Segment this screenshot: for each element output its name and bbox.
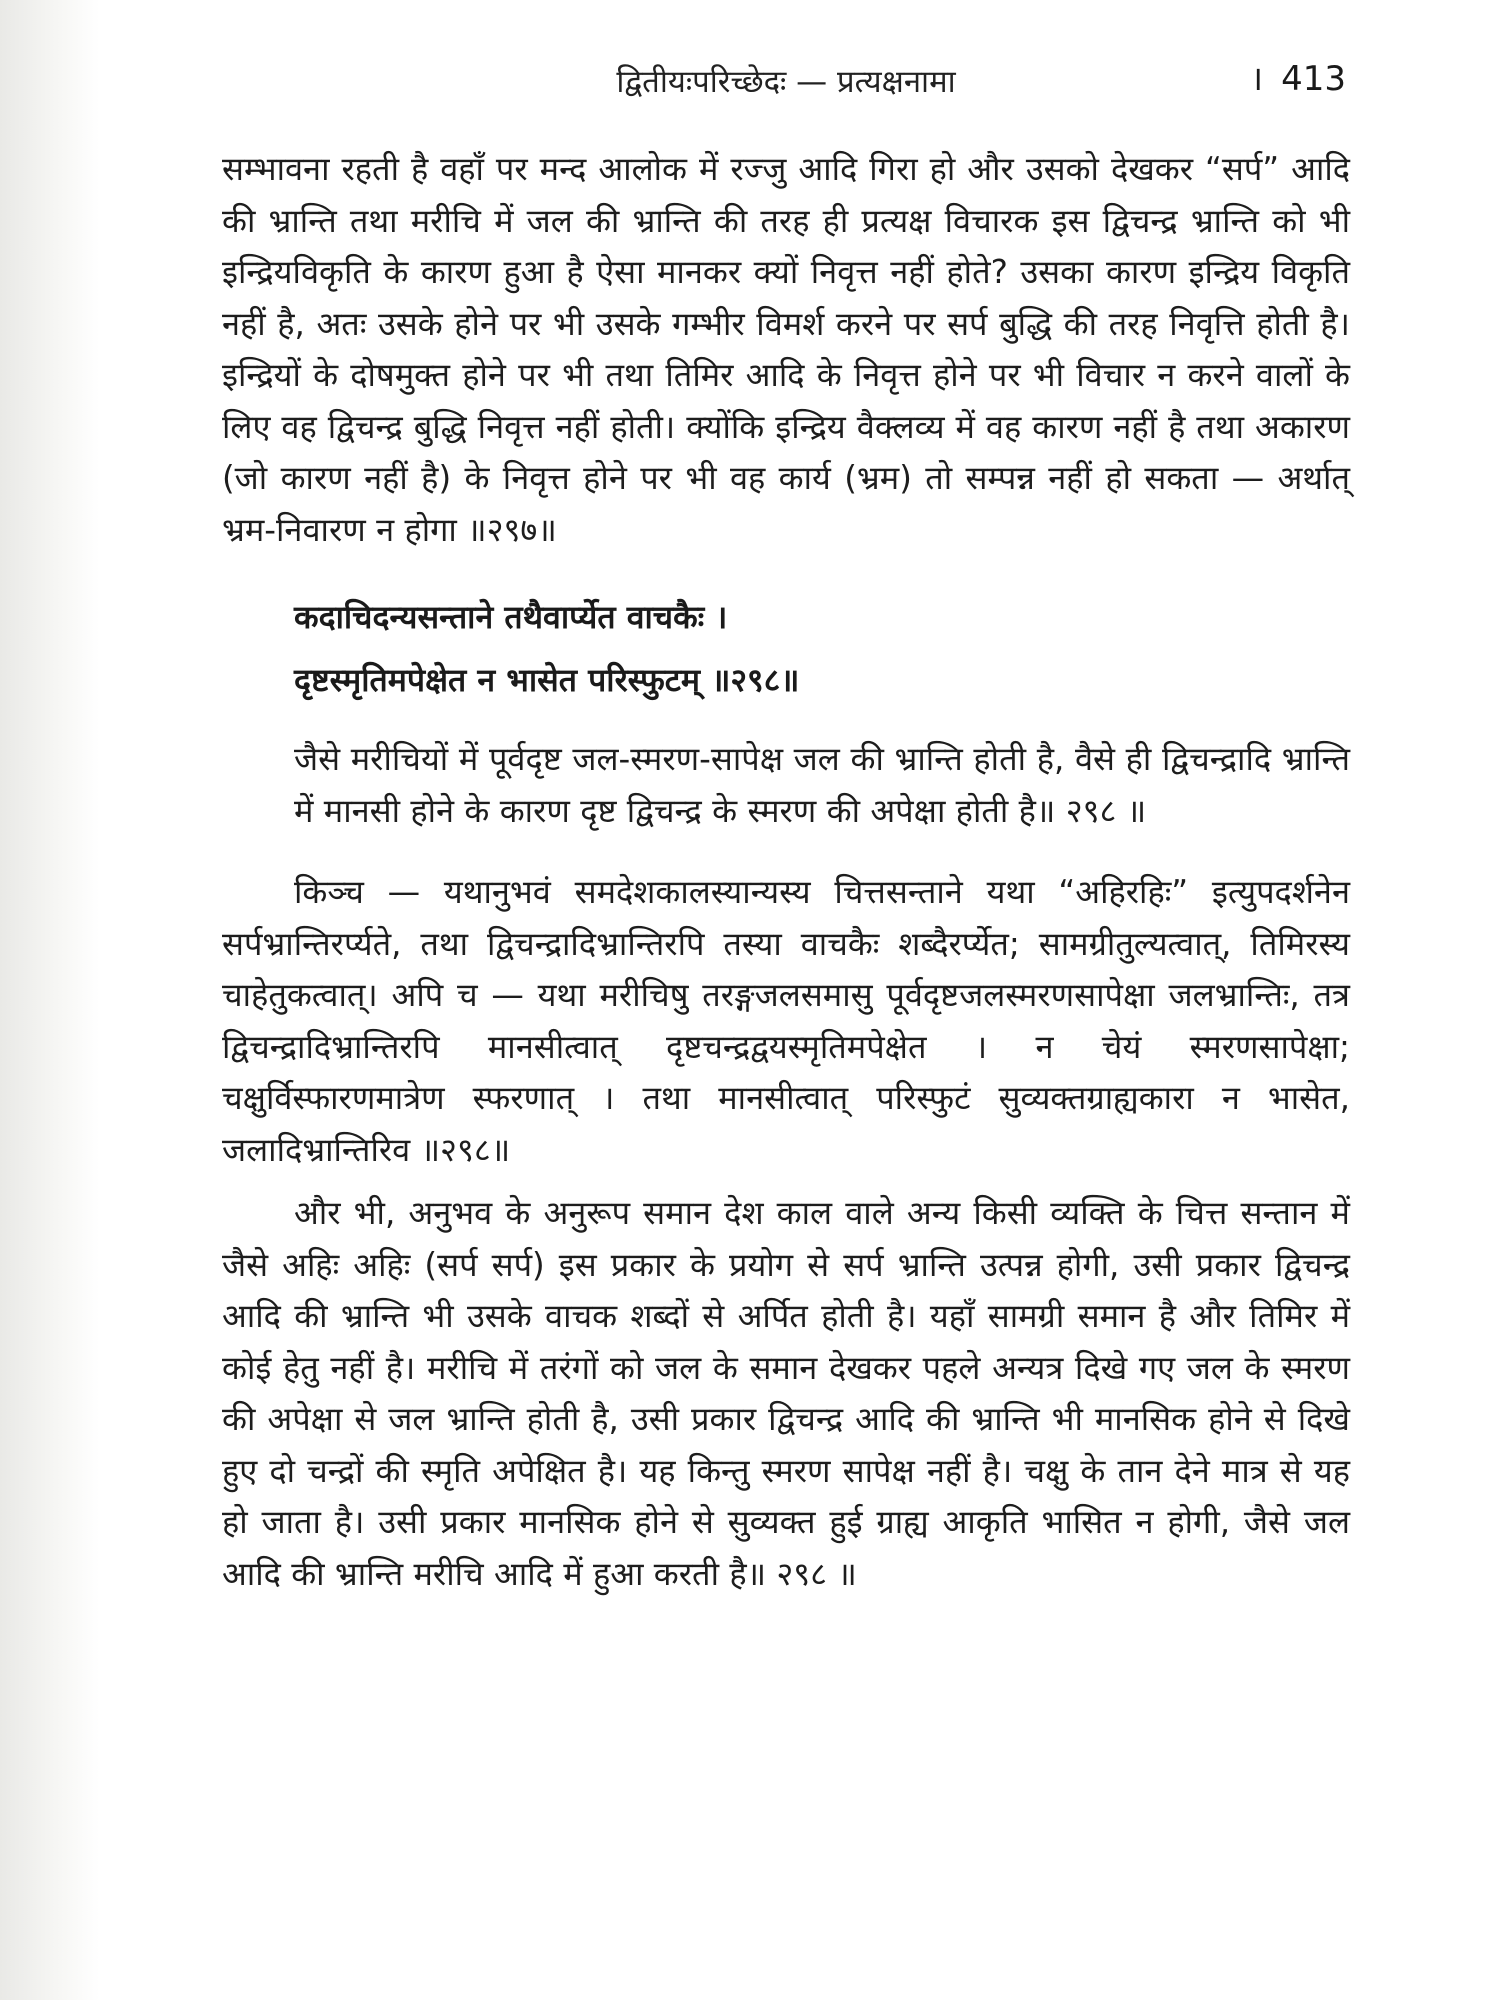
running-head: द्वितीयःपरिच्छेदः — प्रत्यक्षनामा	[616, 64, 956, 100]
verse-hindi-gloss: जैसे मरीचियों में पूर्वदृष्ट जल-स्मरण-सापेक्ष जल की भ्रान्ति होती है, वैसे ही द्विचन्द्रादि भ्रान्ति में मानसी होने के कारण दृष्ट द्विचन्द्र के स्मरण की अपेक्षा होती है॥ २९८ ॥	[294, 740, 1350, 830]
header-separator: ।	[1250, 59, 1264, 99]
sanskrit-commentary: किञ्च — यथानुभवं समदेशकालस्यान्यस्य चित्तसन्ताने यथा “अहिरहिः” इत्युपदर्शनेन सर्पभ्रान्तिरर्प्यते, तथा द्विचन्द्रादिभ्रान्तिरपि तस्या वाचकैः शब्दैरर्प्येत; सामग्रीतुल्यत्वात्, तिमिरस्य चाहेतुकत्वात्। अपि च — यथा मरीचिषु तरङ्गजलसमासु पूर्वदृष्टजलस्मरणसापेक्षा जलभ्रान्तिः, तत्र द्विचन्द्रादिभ्रान्तिरपि मानसीत्वात् दृष्टचन्द्रद्वयस्मृतिमपेक्षेत । न चेयं स्मरणसापेक्षा; चक्षुर्विस्फारणमात्रेण स्फरणात् । तथा मानसीत्वात् परिस्फुटं सुव्यक्तग्राह्यकारा न भासेत, जलादिभ्रान्तिरिव ॥२९८॥	[222, 873, 1350, 1169]
page-number-block	[1250, 54, 1346, 100]
page-number: 413	[1281, 59, 1346, 99]
hindi-paragraph-297: सम्भावना रहती है वहाँ पर मन्द आलोक में रज्जु आदि गिरा हो और उसको देखकर “सर्प” आदि की भ्रान्ति तथा मरीचि में जल की भ्रान्ति की तरह ही प्रत्यक्ष विचारक इस द्विचन्द्र भ्रान्ति को भी इन्द्रियविकृति के कारण हुआ है ऐसा मानकर क्यों निवृत्त नहीं होते? उसका कारण इन्द्रिय विकृति नहीं है, अतः उसके होने पर भी उसके गम्भीर विमर्श करने पर सर्प बुद्धि की तरह निवृत्ति होती है। इन्द्रियों के दोषमुक्त होने पर भी तथा तिमिर आदि के निवृत्त होने पर भी विचार न करने वालों के लिए वह द्विचन्द्र बुद्धि निवृत्त नहीं होती। क्योंकि इन्द्रिय वैक्लव्य में वह कारण नहीं है तथा अकारण (जो कारण नहीं है) के निवृत्त होने पर भी वह कार्य (भ्रम) तो सम्पन्न नहीं हो सकता — अर्थात् भ्रम-निवारण न होगा ॥२९७॥	[222, 150, 1350, 549]
page-header	[222, 44, 1350, 104]
verse-line-2: दृष्टस्मृतिमपेक्षेत न भासेत परिस्फुटम् ॥२९८॥	[294, 661, 800, 699]
page-gutter-shadow	[0, 0, 100, 2000]
verse-line-1: कदाचिदन्यसन्ताने तथैवार्प्येत वाचकैः ।	[294, 598, 728, 636]
hindi-commentary: और भी, अनुभव के अनुरूप समान देश काल वाले अन्य किसी व्यक्ति के चित्त सन्तान में जैसे अहिः अहिः (सर्प सर्प) इस प्रकार के प्रयोग से सर्प भ्रान्ति उत्पन्न होगी, उसी प्रकार द्विचन्द्र आदि की भ्रान्ति भी उसके वाचक शब्दों से अर्पित होती है। यहाँ सामग्री समान है और तिमिर में कोई हेतु नहीं है। मरीचि में तरंगों को जल के समान देखकर पहले अन्यत्र दिखे गए जल के स्मरण की अपेक्षा से जल भ्रान्ति होती है, उसी प्रकार द्विचन्द्र आदि की भ्रान्ति भी मानसिक होने से दिखे हुए दो चन्द्रों की स्मृति अपेक्षित है। यह किन्तु स्मरण सापेक्ष नहीं है। चक्षु के तान देने मात्र से यह हो जाता है। उसी प्रकार मानसिक होने से सुव्यक्त हुई ग्राह्य आकृति भासित न होगी, जैसे जल आदि की भ्रान्ति मरीचि आदि में हुआ करती है॥ २९८ ॥	[222, 1194, 1350, 1593]
karika-verse-298	[294, 586, 1350, 712]
